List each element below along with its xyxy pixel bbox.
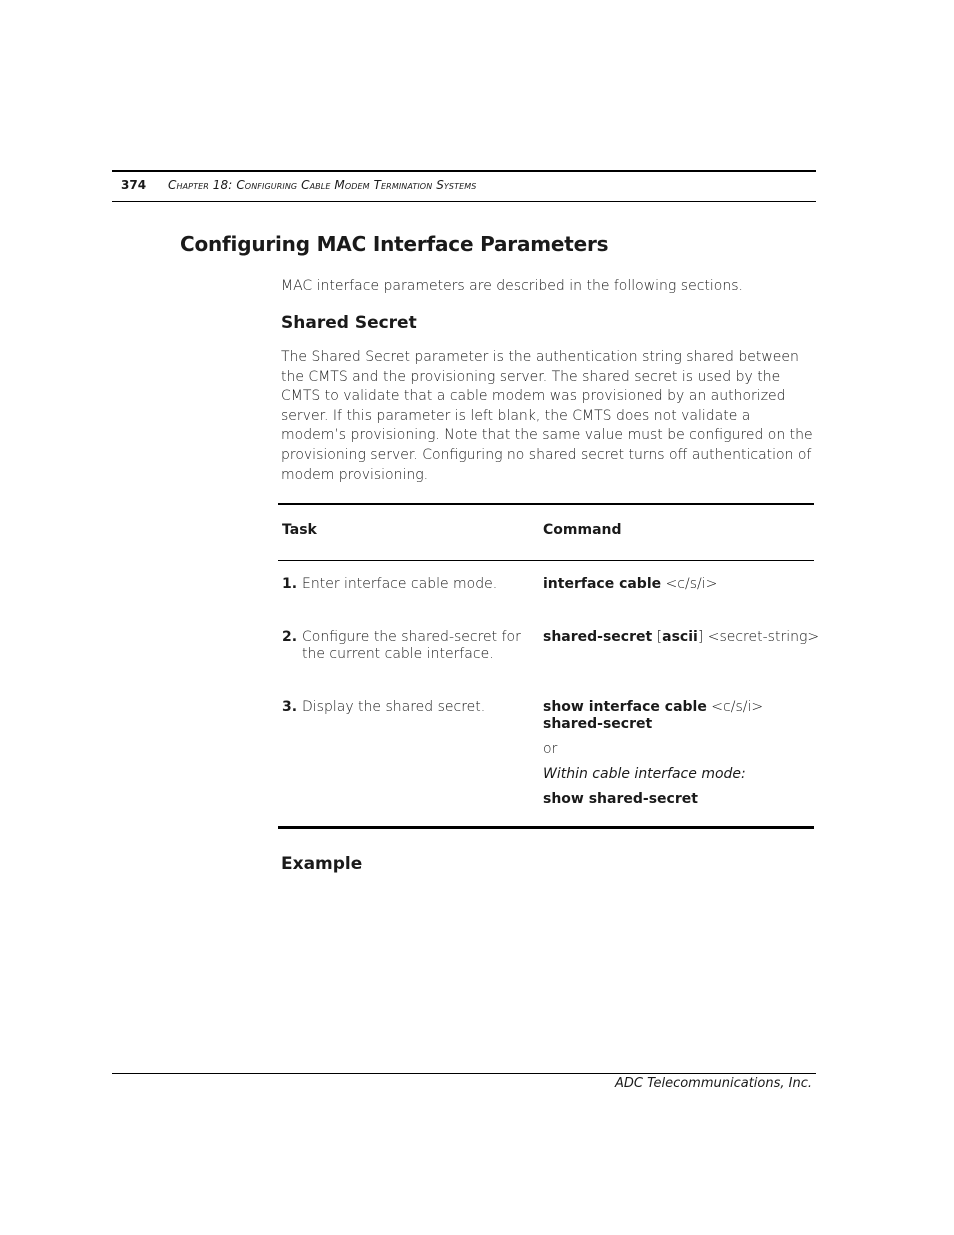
header-top-rule bbox=[112, 170, 816, 172]
command-keyword: shared-secret bbox=[543, 629, 653, 645]
step-command bbox=[543, 699, 763, 716]
command-keyword: show interface cable bbox=[543, 699, 707, 715]
command-args: <c/s/i> bbox=[661, 576, 718, 592]
step-command-note: Within cable interface mode: bbox=[543, 766, 746, 782]
step-number: 3. bbox=[282, 699, 298, 715]
step-command bbox=[543, 629, 819, 646]
step-command bbox=[543, 576, 717, 593]
command-keyword: interface cable bbox=[543, 576, 662, 592]
page-number: 374 bbox=[121, 178, 147, 192]
step-number: 1. bbox=[282, 576, 298, 592]
step-task: Enter interface cable mode. bbox=[302, 576, 498, 592]
subsection-paragraph: The Shared Secret parameter is the authentication string shared between the CMTS and the provisioning server. The shared secret is used by the CMTS to validate that a cable modem was provisioned by an authorized server. If this parameter is left blank, the CMTS does not validate a modem’s provisioning. Note that the same value must be configured on the provisioning server. Configuring no shared secret turns off authentication of modem provisioning. bbox=[281, 349, 813, 483]
section-intro: MAC interface parameters are described in the following sections. bbox=[281, 278, 743, 294]
example-title: Example bbox=[281, 854, 363, 874]
command-args: ] <secret-string> bbox=[697, 629, 820, 645]
footer-rule bbox=[112, 1073, 816, 1074]
table-header-command: Command bbox=[543, 522, 622, 538]
step-command-continued: shared-secret bbox=[543, 716, 653, 732]
command-bracket: [ bbox=[652, 629, 663, 645]
footer-company: ADC Telecommunications, Inc. bbox=[615, 1076, 812, 1091]
step-task: Configure the shared-secret for the current cable interface. bbox=[302, 629, 521, 662]
table-header-task: Task bbox=[282, 522, 317, 538]
command-args: <c/s/i> bbox=[706, 699, 764, 715]
step-number: 2. bbox=[282, 629, 298, 645]
step-command-or: or bbox=[543, 741, 558, 757]
step-task: Display the shared secret. bbox=[302, 699, 486, 715]
table-bottom-rule bbox=[278, 826, 814, 829]
command-option: ascii bbox=[662, 629, 698, 645]
section-title: Configuring MAC Interface Parameters bbox=[180, 232, 609, 256]
header-bottom-rule bbox=[112, 201, 816, 202]
subsection-title: Shared Secret bbox=[281, 313, 417, 333]
step-command-alternative: show shared-secret bbox=[543, 791, 698, 807]
table-header-rule bbox=[278, 560, 814, 561]
chapter-title: Chapter 18: Configuring Cable Modem Termination Systems bbox=[168, 178, 477, 192]
table-top-rule bbox=[278, 503, 814, 505]
